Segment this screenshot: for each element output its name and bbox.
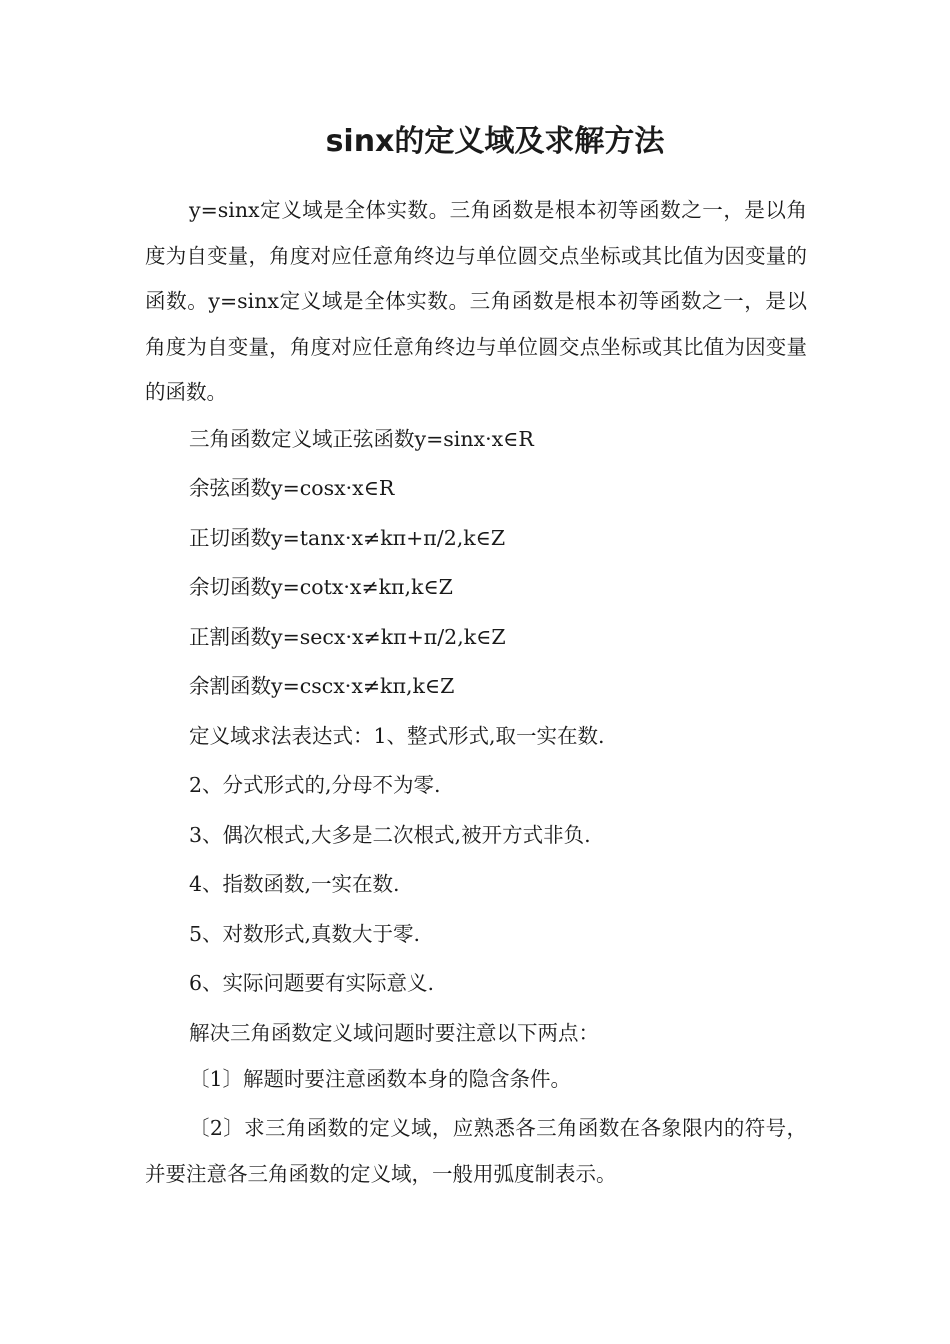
domain-line-cot: 余切函数y=cotx·x≠kπ,k∈Z <box>189 575 453 599</box>
domain-line-sin: 三角函数定义域正弦函数y=sinx·x∈R <box>189 427 534 451</box>
domain-line-csc: 余割函数y=cscx·x≠kπ,k∈Z <box>189 674 455 698</box>
intro-paragraph: y=sinx定义域是全体实数。三角函数是根本初等函数之一，是以角度为自变量，角度对应任意角终边与单位圆交点坐标或其比值为因变量的函数。y=sinx定义域是全体实数。三角函数是根本初等函数之一，是以角度为自变量，角度对应任意角终边与单位圆交点坐标或其比值为因变量的函数。 <box>145 198 807 404</box>
note-2: 〔2〕求三角函数的定义域，应熟悉各三角函数在各象限内的符号，并要注意各三角函数的定义域，一般用弧度制表示。 <box>145 1116 807 1186</box>
method-line-6: 6、实际问题要有实际意义. <box>189 971 435 995</box>
note-1: 〔1〕解题时要注意函数本身的隐含条件。 <box>189 1067 572 1091</box>
domain-line-tan: 正切函数y=tanx·x≠kπ+π/2,k∈Z <box>189 526 506 550</box>
method-line-2: 2、分式形式的,分母不为零. <box>189 773 441 797</box>
method-line-1: 定义域求法表达式：1、整式形式,取一实在数. <box>189 724 605 748</box>
method-line-4: 4、指数函数,一实在数. <box>189 872 400 896</box>
document-title: sinx的定义域及求解方法 <box>325 124 665 159</box>
notes-heading: 解决三角函数定义域问题时要注意以下两点： <box>189 1021 599 1045</box>
domain-line-cos: 余弦函数y=cosx·x∈R <box>189 476 395 500</box>
method-line-5: 5、对数形式,真数大于零. <box>189 922 421 946</box>
method-line-3: 3、偶次根式,大多是二次根式,被开方式非负. <box>189 823 591 847</box>
domain-line-sec: 正割函数y=secx·x≠kπ+π/2,k∈Z <box>189 625 506 649</box>
